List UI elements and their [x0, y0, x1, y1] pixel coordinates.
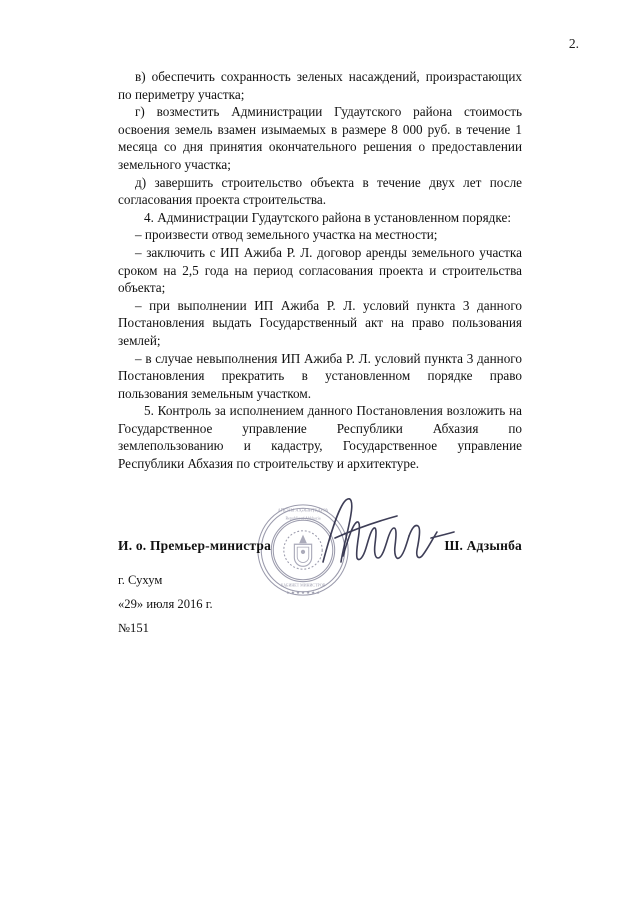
paragraph-item-4-dash-3: – при выполнении ИП Ажиба Р. Л. условий пункта 3 данного Постановления выдать Государственный акт на право пользования землей; [118, 297, 522, 348]
paragraph-item-d: д) завершить строительство объекта в течение двух лет после согласования проекта строительства. [118, 174, 522, 208]
paragraph-item-4-dash-1: – произвести отвод земельного участка на местности; [135, 227, 438, 243]
footer-date: «29» июля 2016 г. [118, 597, 213, 611]
paragraph-item-v: в) обеспечить сохранность зеленых насаждений, произрастающих по периметру участка; [118, 69, 522, 102]
svg-text:АԤСНЫ АҲӘЫНҬҚАРРА: АԤСНЫ АҲӘЫНҬҚАРРА [277, 507, 329, 513]
paragraph-item-5: 5. Контроль за исполнением данного Постановления возложить на Государственное управление Республики Абхазия по землепользованию и кадастру, Государственное управление Республики Абхазия по строительству и архитектуре. [118, 403, 522, 472]
svg-text:Republic of Abkhazia: Republic of Abkhazia [285, 515, 321, 521]
paragraph-item-4-dash-2: – заключить с ИП Ажиба Р. Л. договор аренды земельного участка сроком на 2,5 года на период согласования проекта и строительства объекта; [118, 244, 522, 296]
footer-city: г. Сухум [118, 573, 163, 587]
svg-text:КАБИНЕТ МИНИСТРОВ: КАБИНЕТ МИНИСТРОВ [280, 582, 326, 588]
footer-number: №151 [118, 621, 149, 635]
paragraph-item-g: г) возместить Администрации Гудаутского района стоимость освоения земель взамен изымаемых в размере 8 000 руб. в течение 1 месяца со дня принятия окончательного решения о предоставлении земельного участка; [118, 104, 522, 172]
svg-text:★ ★ ★ ★ ★ ★ ★: ★ ★ ★ ★ ★ ★ ★ [285, 590, 321, 596]
signature-name: Ш. Адзынба [444, 538, 522, 553]
signature-title: И. о. Премьер-министра [118, 538, 272, 553]
page-number: 2. [568, 36, 579, 51]
document-body [118, 68, 522, 473]
paragraph-item-4-dash-4: – в случае невыполнения ИП Ажиба Р. Л. условий пункта 3 данного Постановления прекратить в установленном порядке право пользования земельным участком. [118, 350, 522, 401]
document-footer [118, 568, 418, 640]
paragraph-item-4: 4. Администрации Гудаутского района в установленном порядке: [144, 209, 511, 225]
